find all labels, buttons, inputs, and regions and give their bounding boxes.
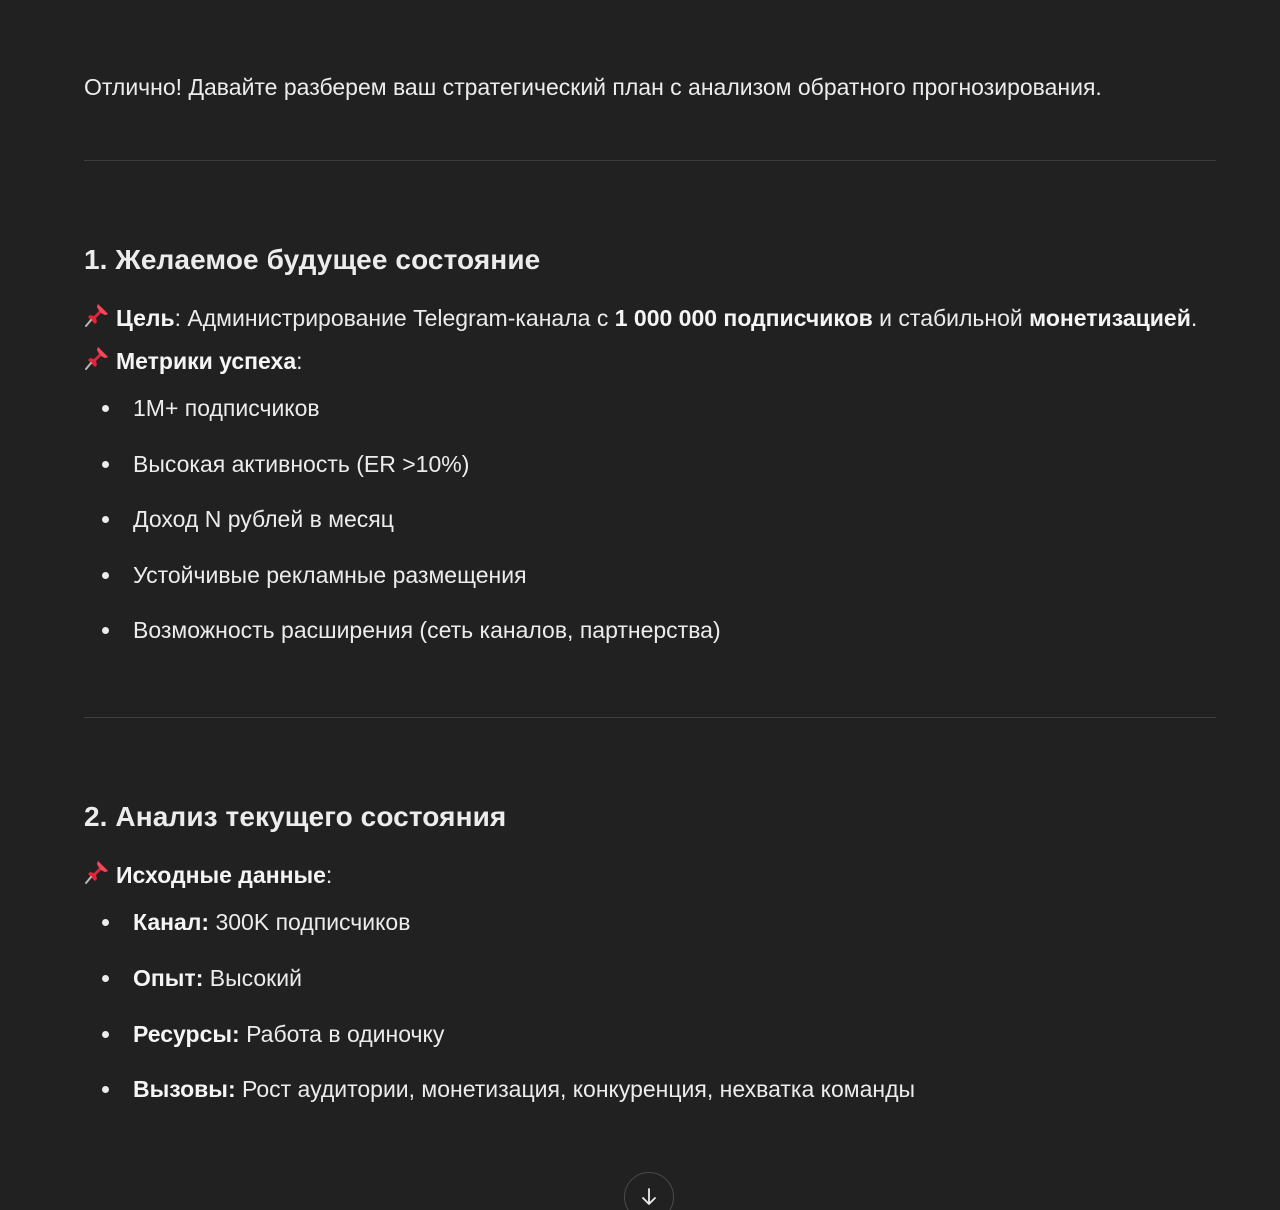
goal-monetization: монетизацией	[1029, 305, 1191, 331]
divider	[84, 717, 1216, 718]
item-label: Вызовы:	[133, 1076, 236, 1103]
goal-paragraph	[84, 297, 1216, 340]
goal-text-end: .	[1190, 305, 1198, 331]
divider	[84, 160, 1216, 161]
scroll-to-bottom-button[interactable]	[624, 1172, 674, 1210]
initial-data-list	[84, 907, 1216, 1104]
list-item: 1M+ подписчиков	[84, 393, 1216, 423]
item-value: Рост аудитории, монетизация, конкуренция, нехватка команды	[235, 1076, 916, 1103]
section-heading-desired-state: 1. Желаемое будущее состояние	[84, 244, 541, 275]
initial-data-paragraph	[84, 854, 1216, 897]
item-label: Опыт:	[133, 964, 204, 991]
assistant-message	[84, 66, 1216, 1130]
item-label: Канал:	[133, 909, 210, 936]
pushpin-icon	[84, 302, 110, 328]
metrics-colon: :	[296, 348, 303, 374]
goal-text-middle: и стабильной	[872, 305, 1030, 331]
intro-text: Отлично! Давайте разберем ваш стратегический план с анализом обратного прогнозирования.	[84, 74, 1102, 100]
goal-subscribers: 1 000 000 подписчиков	[614, 305, 873, 331]
pushpin-icon	[84, 859, 110, 885]
item-value: 300K подписчиков	[209, 909, 411, 936]
goal-label: Цель	[116, 305, 175, 331]
metrics-list	[84, 393, 1216, 645]
initial-data-label: Исходные данные	[116, 862, 326, 889]
item-label: Ресурсы:	[133, 1020, 240, 1047]
list-item: Устойчивые рекламные размещения	[84, 560, 1216, 590]
arrow-down-icon	[639, 1187, 659, 1207]
item-value: Работа в одиночку	[239, 1020, 445, 1047]
list-item	[84, 907, 1216, 937]
list-item	[84, 1019, 1216, 1049]
list-item: Высокая активность (ER >10%)	[84, 449, 1216, 479]
pushpin-icon	[84, 345, 110, 371]
metrics-label: Метрики успеха	[116, 348, 297, 374]
list-item	[84, 963, 1216, 993]
initial-data-colon: :	[325, 862, 333, 889]
section-heading-current-state: 2. Анализ текущего состояния	[84, 801, 507, 833]
goal-text: : Администрирование Telegram-канала с	[174, 305, 615, 331]
list-item	[84, 1074, 1216, 1104]
item-value: Высокий	[203, 964, 302, 991]
list-item: Возможность расширения (сеть каналов, партнерства)	[84, 615, 1216, 645]
list-item: Доход N рублей в месяц	[84, 504, 1216, 534]
metrics-paragraph	[84, 340, 1216, 383]
